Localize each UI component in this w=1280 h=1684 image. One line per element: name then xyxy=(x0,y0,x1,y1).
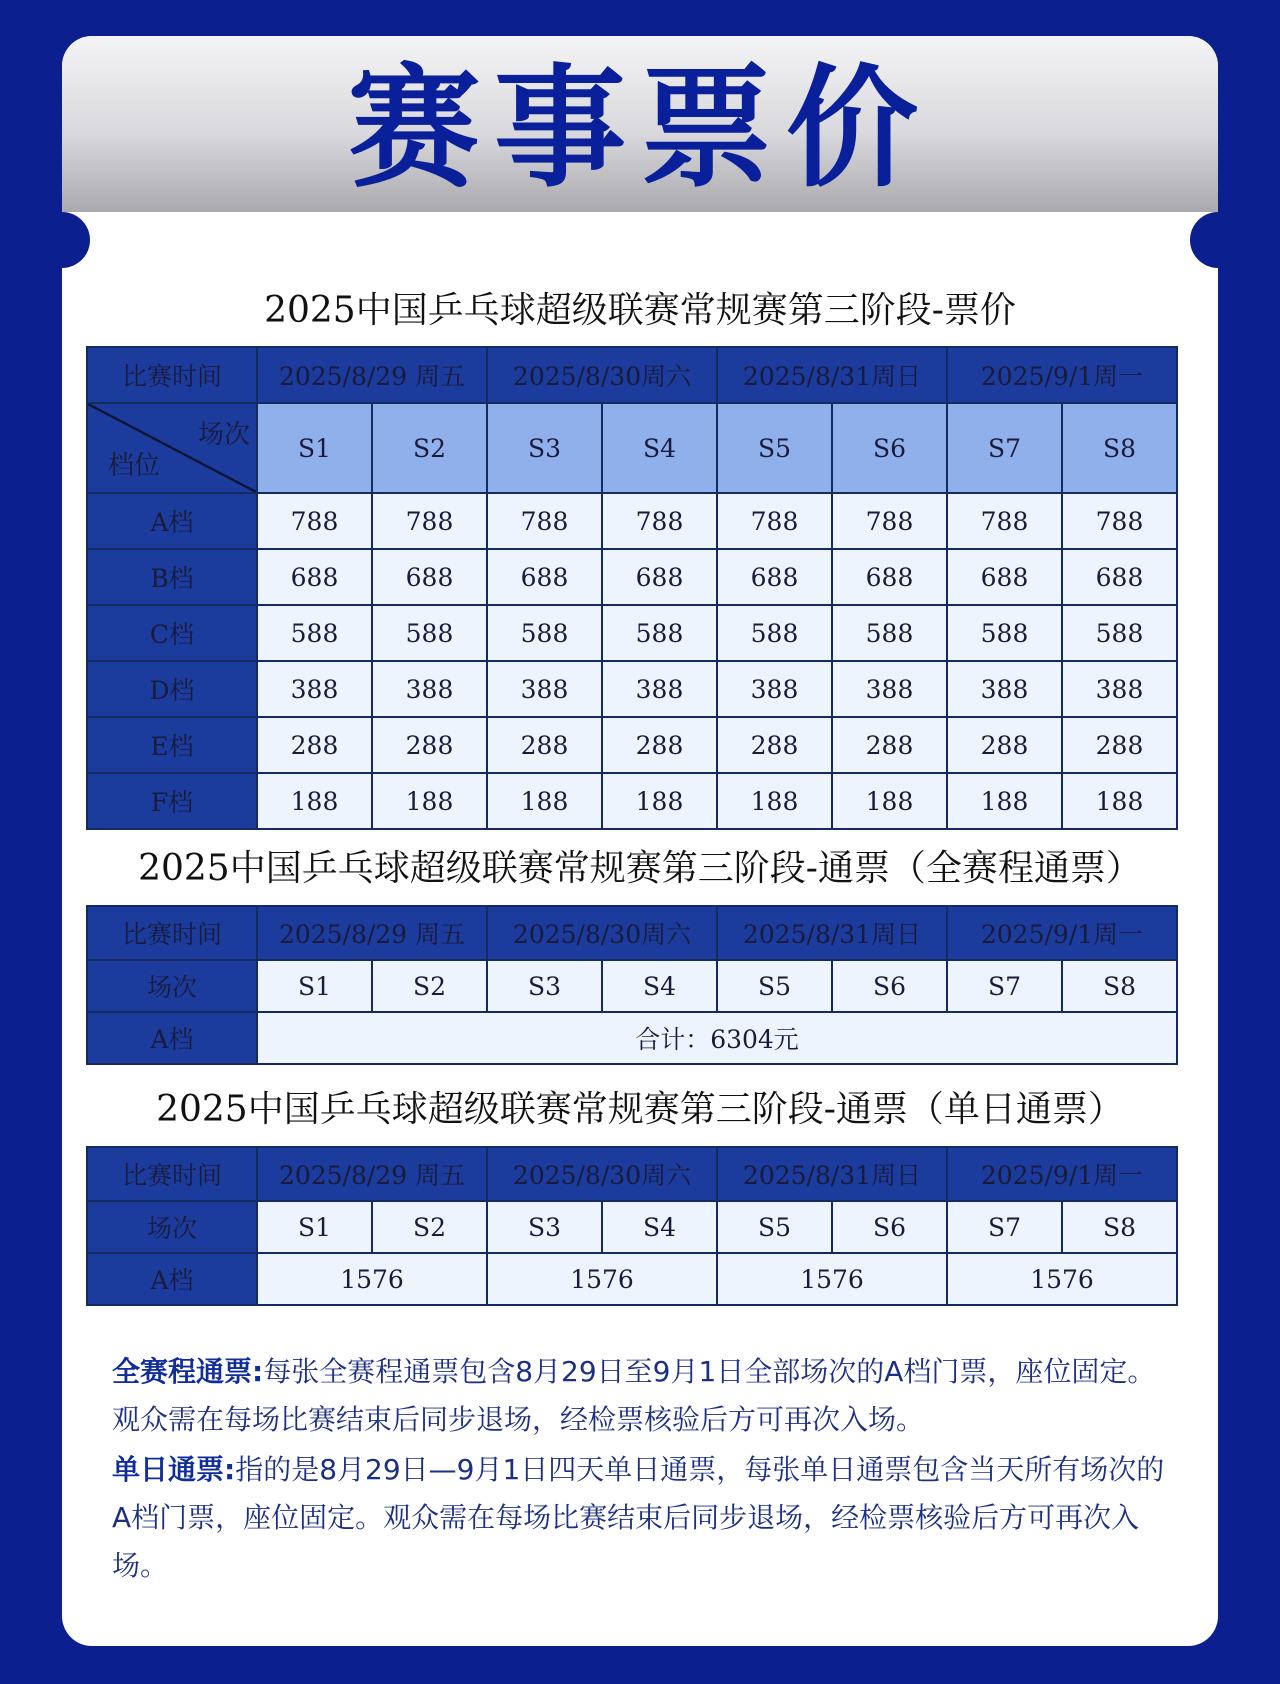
date-cell: 2025/9/1周一 xyxy=(947,906,1177,960)
price-cell: 788 xyxy=(372,493,487,549)
date-cell: 2025/8/30周六 xyxy=(487,906,717,960)
price-cell: 688 xyxy=(372,549,487,605)
table-row xyxy=(87,661,1177,717)
price-cell: 288 xyxy=(372,717,487,773)
price-cell: 388 xyxy=(1062,661,1177,717)
price-cell: 188 xyxy=(372,773,487,829)
full-pass-note xyxy=(112,1348,1182,1444)
day-pass-table xyxy=(86,1146,1178,1306)
day-price-cell: 1576 xyxy=(717,1253,947,1305)
session-cell: S2 xyxy=(372,960,487,1012)
date-cell: 2025/9/1周一 xyxy=(947,347,1177,403)
session-row-label: 场次 xyxy=(87,960,257,1012)
session-cell: S6 xyxy=(832,960,947,1012)
price-cell: 688 xyxy=(257,549,372,605)
session-cell: S1 xyxy=(257,403,372,493)
price-cell: 288 xyxy=(1062,717,1177,773)
price-cell: 188 xyxy=(1062,773,1177,829)
price-cell: 788 xyxy=(1062,493,1177,549)
table-row xyxy=(87,773,1177,829)
table-row xyxy=(87,347,1177,403)
price-cell: 388 xyxy=(717,661,832,717)
price-cell: 388 xyxy=(372,661,487,717)
price-cell: 788 xyxy=(947,493,1062,549)
session-cell: S4 xyxy=(602,960,717,1012)
price-cell: 788 xyxy=(832,493,947,549)
full-pass-table xyxy=(86,905,1178,1065)
price-cell: 688 xyxy=(487,549,602,605)
session-cell: S8 xyxy=(1062,1201,1177,1253)
price-table xyxy=(86,346,1178,830)
table-row xyxy=(87,906,1177,960)
session-cell: S3 xyxy=(487,960,602,1012)
session-cell: S4 xyxy=(602,403,717,493)
tier-label: B档 xyxy=(87,549,257,605)
tier-label: A档 xyxy=(87,1253,257,1305)
day-pass-note-text: 指的是8月29日—9月1日四天单日通票，每张单日通票包含当天所有场次的A档门票，座位固定。观众需在每场比赛结束后同步退场，经检票核验后方可再次入场。 xyxy=(112,1453,1165,1582)
date-cell: 2025/8/31周日 xyxy=(717,1147,947,1201)
date-cell: 2025/9/1周一 xyxy=(947,1147,1177,1201)
date-cell: 2025/8/30周六 xyxy=(487,347,717,403)
price-cell: 288 xyxy=(487,717,602,773)
price-cell: 688 xyxy=(717,549,832,605)
price-cell: 188 xyxy=(717,773,832,829)
table-row xyxy=(87,605,1177,661)
table-row xyxy=(87,1201,1177,1253)
price-cell: 388 xyxy=(602,661,717,717)
price-cell: 388 xyxy=(947,661,1062,717)
price-cell: 588 xyxy=(372,605,487,661)
price-cell: 588 xyxy=(717,605,832,661)
title-banner xyxy=(62,36,1218,212)
session-cell: S2 xyxy=(372,403,487,493)
price-cell: 688 xyxy=(947,549,1062,605)
price-cell: 788 xyxy=(257,493,372,549)
price-cell: 788 xyxy=(487,493,602,549)
tier-label: A档 xyxy=(87,493,257,549)
price-cell: 388 xyxy=(487,661,602,717)
price-cell: 788 xyxy=(602,493,717,549)
match-time-label: 比赛时间 xyxy=(87,906,257,960)
full-pass-note-label: 全赛程通票: xyxy=(112,1355,264,1388)
total-price-cell: 合计：6304元 xyxy=(257,1012,1177,1064)
session-cell: S7 xyxy=(947,1201,1062,1253)
price-cell: 188 xyxy=(832,773,947,829)
session-cell: S1 xyxy=(257,960,372,1012)
price-cell: 188 xyxy=(602,773,717,829)
day-price-cell: 1576 xyxy=(487,1253,717,1305)
date-cell: 2025/8/29 周五 xyxy=(257,347,487,403)
price-cell: 188 xyxy=(947,773,1062,829)
tier-label: D档 xyxy=(87,661,257,717)
day-price-cell: 1576 xyxy=(257,1253,487,1305)
price-cell: 388 xyxy=(257,661,372,717)
session-cell: S3 xyxy=(487,1201,602,1253)
date-cell: 2025/8/31周日 xyxy=(717,347,947,403)
price-table-title: 2025中国乒乓球超级联赛常规赛第三阶段-票价 xyxy=(264,290,1016,331)
session-cell: S7 xyxy=(947,960,1062,1012)
diagonal-header-cell xyxy=(87,403,257,493)
session-axis-label: 场次 xyxy=(197,420,250,450)
session-cell: S8 xyxy=(1062,960,1177,1012)
day-pass-note xyxy=(112,1446,1182,1590)
table-row xyxy=(87,493,1177,549)
right-notch-decoration xyxy=(1190,212,1246,268)
date-cell: 2025/8/29 周五 xyxy=(257,906,487,960)
session-cell: S3 xyxy=(487,403,602,493)
price-cell: 688 xyxy=(1062,549,1177,605)
price-cell: 688 xyxy=(832,549,947,605)
price-cell: 588 xyxy=(947,605,1062,661)
table-row xyxy=(87,1253,1177,1305)
session-cell: S6 xyxy=(832,403,947,493)
tier-label: A档 xyxy=(87,1012,257,1064)
session-cell: S7 xyxy=(947,403,1062,493)
session-cell: S1 xyxy=(257,1201,372,1253)
left-notch-decoration xyxy=(34,212,90,268)
price-cell: 688 xyxy=(602,549,717,605)
price-cell: 588 xyxy=(487,605,602,661)
session-cell: S5 xyxy=(717,403,832,493)
full-pass-title: 2025中国乒乓球超级联赛常规赛第三阶段-通票（全赛程通票） xyxy=(138,848,1142,889)
price-cell: 388 xyxy=(832,661,947,717)
price-cell: 788 xyxy=(717,493,832,549)
price-cell: 188 xyxy=(257,773,372,829)
day-pass-title: 2025中国乒乓球超级联赛常规赛第三阶段-通票（单日通票） xyxy=(156,1089,1124,1130)
session-cell: S8 xyxy=(1062,403,1177,493)
price-cell: 188 xyxy=(487,773,602,829)
table-row xyxy=(87,1012,1177,1064)
full-pass-note-text: 每张全赛程通票包含8月29日至9月1日全部场次的A档门票，座位固定。观众需在每场比赛结束后同步退场，经检票核验后方可再次入场。 xyxy=(112,1355,1156,1436)
date-cell: 2025/8/29 周五 xyxy=(257,1147,487,1201)
price-cell: 288 xyxy=(832,717,947,773)
price-cell: 288 xyxy=(947,717,1062,773)
price-cell: 288 xyxy=(717,717,832,773)
tier-axis-label: 档位 xyxy=(108,451,161,481)
price-cell: 288 xyxy=(602,717,717,773)
session-cell: S6 xyxy=(832,1201,947,1253)
session-cell: S5 xyxy=(717,960,832,1012)
price-cell: 588 xyxy=(602,605,717,661)
table-row xyxy=(87,960,1177,1012)
table-row xyxy=(87,1147,1177,1201)
day-pass-note-label: 单日通票: xyxy=(112,1453,236,1486)
price-cell: 588 xyxy=(257,605,372,661)
session-cell: S5 xyxy=(717,1201,832,1253)
tier-label: C档 xyxy=(87,605,257,661)
price-cell: 588 xyxy=(832,605,947,661)
day-price-cell: 1576 xyxy=(947,1253,1177,1305)
banner-title: 赛事票价 xyxy=(348,52,932,206)
table-row xyxy=(87,403,1177,493)
match-time-label: 比赛时间 xyxy=(87,1147,257,1201)
date-cell: 2025/8/30周六 xyxy=(487,1147,717,1201)
table-row xyxy=(87,717,1177,773)
tier-label: E档 xyxy=(87,717,257,773)
date-cell: 2025/8/31周日 xyxy=(717,906,947,960)
ticket-notes xyxy=(112,1348,1182,1592)
price-cell: 288 xyxy=(257,717,372,773)
price-cell: 588 xyxy=(1062,605,1177,661)
session-cell: S2 xyxy=(372,1201,487,1253)
session-cell: S4 xyxy=(602,1201,717,1253)
table-row xyxy=(87,549,1177,605)
tier-label: F档 xyxy=(87,773,257,829)
session-row-label: 场次 xyxy=(87,1201,257,1253)
match-time-label: 比赛时间 xyxy=(87,347,257,403)
